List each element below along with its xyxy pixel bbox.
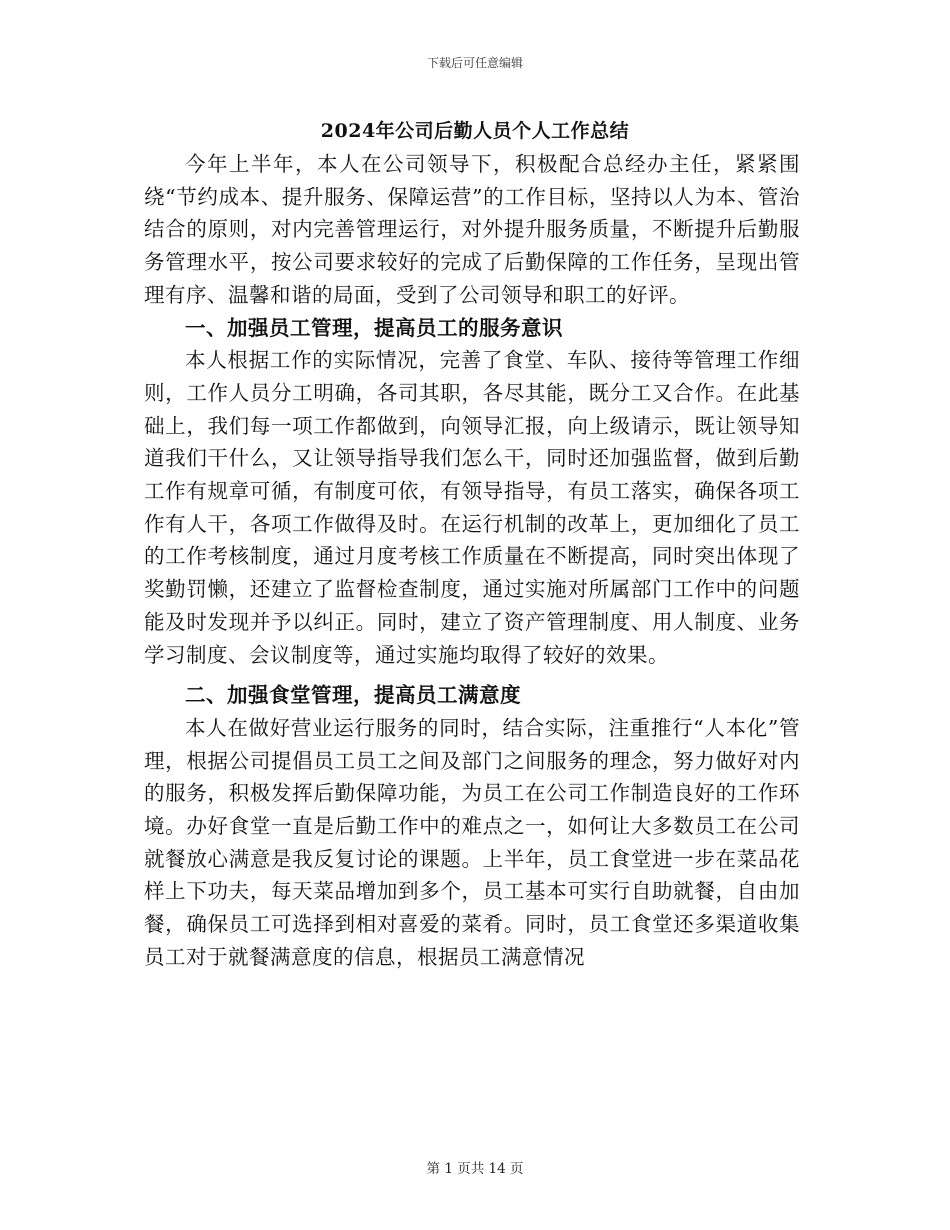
page-header-note: 下载后可任意编辑 (426, 56, 523, 70)
intro-paragraph: 今年上半年，本人在公司领导下，积极配合总经办主任，紧紧围绕“节约成本、提升服务、保障运营”的工作目标，坚持以人为本、管治结合的原则，对内完善管理运行，对外提升服务质量，不断提升后勤服务管理水平，按公司要求较好的完成了后勤保障的工作任务，呈现出管理有序、温馨和谐的局面，受到了公司领导和职工的好评。 (144, 152, 800, 307)
section-1-paragraph: 本人根据工作的实际情况，完善了食堂、车队、接待等管理工作细则，工作人员分工明确，各司其职，各尽其能，既分工又合作。在此基础上，我们每一项工作都做到，向领导汇报，向上级请示，既让领导知道我们干什么，又让领导指导我们怎么干，同时还加强监督，做到后勤工作有规章可循，有制度可依，有领导指导，有员工落实，确保各项工作有人干，各项工作做得及时。在运行机制的改革上，更加细化了员工的工作考核制度，通过月度考核工作质量在不断提高，同时突出体现了奖勤罚懒，还建立了监督检查制度，通过实施对所属部门工作中的问题能及时发现并予以纠正。同时，建立了资产管理制度、用人制度、业务学习制度、会议制度等，通过实施均取得了较好的效果。 (144, 348, 800, 667)
document-body (144, 148, 800, 974)
document-title: 2024年公司后勤人员个人工作总结 (320, 120, 630, 142)
section-2-heading: 二、加强食堂管理，提高员工满意度 (185, 683, 521, 708)
section-1-heading: 一、加强员工管理，提高员工的服务意识 (185, 315, 563, 340)
page-number-footer: 第 1 页共 14 页 (426, 1161, 524, 1177)
section-2-paragraph: 本人在做好营业运行服务的同时，结合实际，注重推行“人本化”管理，根据公司提倡员工员工之间及部门之间服务的理念，努力做好对内的服务，积极发挥后勤保障功能，为员工在公司工作制造良好的工作环境。办好食堂一直是后勤工作中的难点之一，如何让大多数员工在公司就餐放心满意是我反复讨论的课题。上半年，员工食堂进一步在菜品花样上下功夫，每天菜品增加到多个，员工基本可实行自助就餐，自由加餐，确保员工可选择到相对喜爱的菜肴。同时，员工食堂还多渠道收集员工对于就餐满意度的信息，根据员工满意情况 (144, 715, 800, 969)
